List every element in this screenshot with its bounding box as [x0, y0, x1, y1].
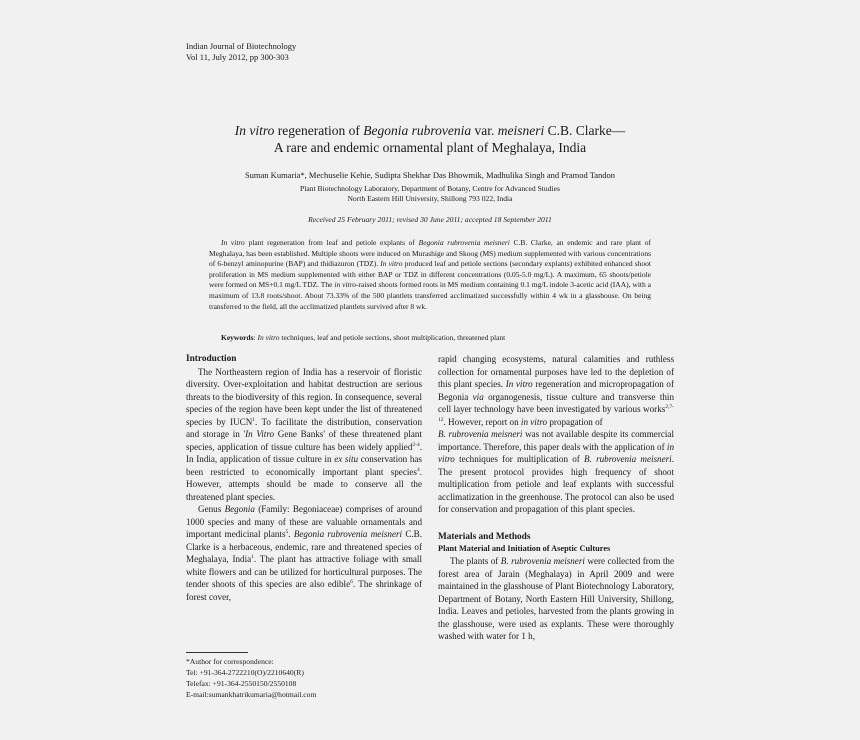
title-part: Begonia rubrovenia [363, 123, 472, 138]
keywords-label: Keywords [221, 333, 254, 342]
materials-methods-heading: Materials and Methods [438, 531, 531, 542]
text-run: organogenesis, tissue culture and transverse thin cell layer technology have been investigated by various works [438, 391, 674, 414]
text-run: . The present protocol provides high frequency of shoot multiplication from petiole and leaf explants with successful acclimatization in the greenhouse. The protocol can also be used for conservation and propagation of this plant species. [438, 454, 674, 514]
footnote-line: Tel: +91-364-2722210(O)/2210640(R) [186, 668, 304, 677]
text-run: Begonia [224, 504, 255, 514]
text-run: regeneration and micropropagation of Begonia [438, 379, 674, 402]
text-run: in vitro [520, 416, 548, 427]
title-line-2: A rare and endemic ornamental plant of Meghalaya, India [273, 140, 587, 155]
text-run: . However, attempts should be made to conserve all the threatened plant species. [186, 466, 422, 502]
text-run: In vitro [505, 379, 533, 389]
paragraph [186, 366, 422, 504]
title-part: regeneration of [274, 123, 364, 138]
keywords-part: In vitro [257, 333, 280, 342]
abstract-part: plant regeneration from leaf and petiole explants of [244, 238, 419, 247]
title-part: In vitro [234, 123, 275, 138]
footnote-email: E-mail:sumankhatrikumaria@hotmail.com [186, 690, 317, 699]
reference: 5 [285, 528, 289, 535]
text-run: In Vitro [245, 429, 275, 439]
text-run: . However, report on [443, 416, 521, 427]
text-run: propagation of [547, 416, 603, 427]
journal-header [186, 41, 296, 63]
text-run: . [288, 529, 294, 539]
footnote-line: *Author for correspondence: [186, 657, 274, 666]
abstract-part: In vitro [380, 259, 403, 269]
title-part: meisneri [497, 123, 545, 138]
affiliation-line: North Eastern Hill University, Shillong 793 022, India [347, 194, 513, 203]
title-part: C.B. Clarke— [544, 123, 626, 138]
abstract [209, 238, 651, 312]
reference: 4 [416, 466, 420, 473]
reference: 2-4 [412, 441, 420, 448]
text-run: rapid changing ecosystems, natural calamities and ruthless collection for ornamental purposes have led to the depletion of this plant species. [438, 354, 674, 389]
keywords [209, 333, 651, 342]
right-column [438, 353, 674, 643]
reference: 1 [251, 553, 254, 560]
plant-material-subheading: Plant Material and Initiation of Aseptic Cultures [438, 544, 611, 553]
keywords-part: : [253, 333, 258, 342]
footnote-divider [186, 652, 248, 653]
footnote-line: Telefax: +91-364-2550150/2550108 [186, 679, 297, 688]
text-run: ex situ [334, 454, 359, 464]
left-column [186, 353, 422, 603]
abstract-part: in vitro [334, 280, 357, 290]
abstract-part: Begonia rubrovenia meisneri [418, 238, 510, 247]
text-run: B. rubrovenia meisneri [584, 454, 672, 464]
journal-volume: Vol 11, July 2012, pp 300-303 [186, 52, 289, 62]
text-run: (Family: Begoniaceae) comprises of around 1000 species and many of these are valuable ornamentals and important medicinal plants [186, 504, 422, 539]
text-run: techniques for multiplication of [454, 454, 585, 464]
journal-name: Indian Journal of Biotechnology [186, 41, 297, 51]
correspondence-footnote [186, 656, 316, 700]
received-dates: Received 25 February 2011; revised 30 June 2011; accepted 18 September 2011 [308, 215, 552, 224]
title-part: var. [471, 123, 498, 138]
text-run: . To facilitate the distribution, conservation and storage in ' [186, 416, 422, 439]
reference: 2,7-12 [438, 403, 674, 423]
text-run: Genus [198, 504, 225, 514]
affiliation [150, 184, 710, 204]
text-run: . The shrinkage of forest cover, [186, 579, 422, 602]
text-run: were collected from the forest area of Jarain (Meghalaya) in April 2009 and were maintained in the glasshouse of Plant Biotechnology Laboratory, Department of Botany, North Eastern Hill University, Shillong, India. Leaves and petioles, harvested from the plants growing in the glasshouse, were used as explants. These were thoroughly washed with water for 1 h, [438, 556, 674, 641]
text-run: in vitro [438, 441, 674, 464]
paper-title [150, 122, 710, 156]
abstract-part: -raised shoots formed roots in MS medium containing 0.1 mg/L indole 3-acetic acid (IAA), with a maximum of 13.8 roots/shoot. About 73.33% of the 500 plantlets transferred acclimatized successfully within 4 wk in a glasshouse. On being transferred to the field, all the acclimatized plantlets survived after 8 wk. [209, 280, 651, 311]
author-list: Suman Kumaria*, Mechuselie Kehie, Sudipta Shekhar Das Bhowmik, Madhulika Singh and Pramod Tandon [244, 170, 616, 180]
paragraph [438, 353, 674, 428]
keywords-part: techniques, leaf and petiole sections, shoot multiplication, threatened plant [279, 333, 506, 342]
text-run: C.B. Clarke is a herbaceous, endemic, rare and threatened species of Meghalaya, India [186, 529, 423, 564]
spacer [438, 516, 674, 531]
paragraph [438, 555, 674, 643]
text-run: Begonia rubrovenia meisneri [293, 529, 403, 539]
abstract-part: In vitro [221, 238, 245, 247]
paragraph [438, 428, 674, 516]
text-run: conservation has been restricted to economically important plant species [186, 454, 422, 477]
introduction-heading: Introduction [186, 354, 237, 364]
abstract-part: C.B. Clarke, an endemic and rare plant of Meghalaya, has been established. Multiple shoots were induced on Murashige and Skoog (MS) medium supplemented with various concentrations of 6-benzyl aminopurine (BAP) and thidiazuron (TDZ). [209, 238, 652, 269]
reference: 6 [350, 578, 353, 585]
text-run: The plants of [450, 556, 501, 566]
text-run: . The plant has attractive foliage with small white flowers and can be utilized for horticultural purposes. The tender shoots of this species are also edible [186, 554, 422, 589]
paragraph [186, 503, 422, 603]
text-run: B. rubrovenia meisneri [500, 556, 585, 566]
text-run: . In India, application of tissue culture in [186, 441, 422, 464]
abstract-part: produced leaf and petiole sections (secondary explants) exhibited enhanced shoot proliferation in MS medium supplemented with either BAP or TDZ in different concentrations (0.05-5.0 mg/L). A maximum, 65 shoots/petiole were formed on MS+0.1 mg/L TDZ. The [209, 259, 651, 290]
text-run: B. rubrovenia meisneri [438, 429, 523, 439]
text-run: Gene Banks' of these threatened plant species, application of tissue culture has been widely applied [186, 429, 422, 452]
text-run: The Northeastern region of India has a reservoir of floristic diversity. Over-exploitation and habitat destruction are serious threats to the biodiversity of this region. In consequence, several species of the region have been kept under the list of threatened species by IUCN [186, 366, 422, 427]
text-run: via [472, 391, 484, 402]
text-run: was not available despite its commercial importance. Therefore, this paper deals with the application of [438, 429, 674, 452]
reference: 1 [252, 416, 256, 423]
affiliation-line: Plant Biotechnology Laboratory, Department of Botany, Centre for Advanced Studies [300, 184, 560, 193]
